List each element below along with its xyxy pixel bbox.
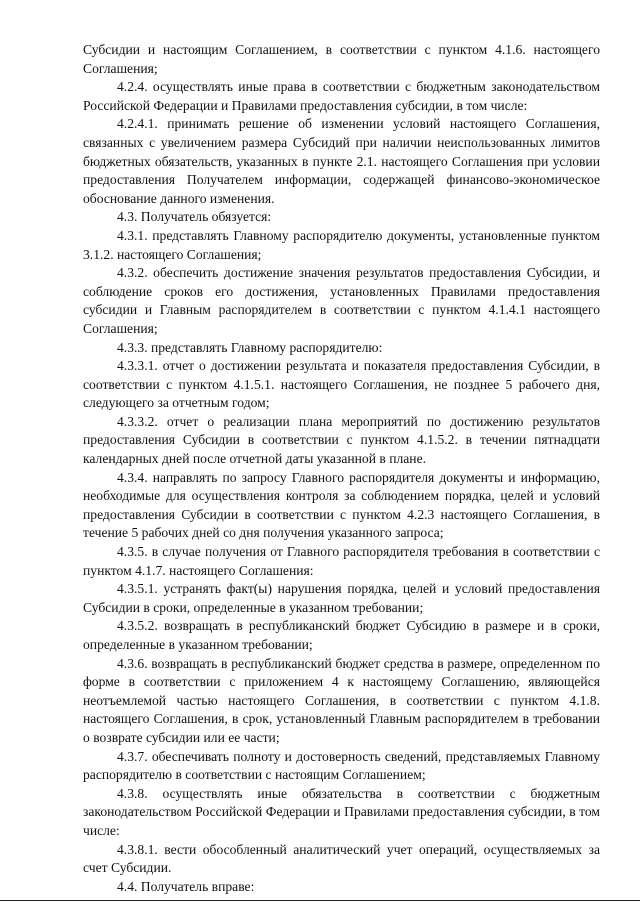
paragraph-4-4: 4.4. Получатель вправе: — [117, 878, 255, 894]
document-body — [83, 41, 600, 896]
paragraph-4-3-5-2: 4.3.5.2. возвращать в республиканский бюджет Субсидию в размере и в сроки, определенные в указанном требовании; — [83, 618, 600, 652]
paragraph-4-3-3-1: 4.3.3.1. отчет о достижении результата и показателя предоставления Субсидии, в соответствии с пунктом 4.1.5.1. настоящего Соглашения, не позднее 5 рабочего дня, следующего за отчетным годом; — [83, 358, 600, 411]
page-bottom-rule — [0, 900, 640, 901]
paragraph-4-3-2: 4.3.2. обеспечить достижение значения результатов предоставления Субсидии, и соблюдение сроков его достижения, установленных Правилами предоставления субсидии и Главным распорядителем в соответствии с пунктом 4.1.4.1 настоящего Соглашения; — [83, 265, 600, 336]
paragraph-continuation: Субсидии и настоящим Соглашением, в соответствии с пунктом 4.1.6. настоящего Соглашения; — [83, 42, 600, 76]
paragraph-4-3-6: 4.3.6. возвращать в республиканский бюджет средства в размере, определенном по форме в соответствии с приложением 4 к настоящему Соглашению, являющейся неотъемлемой частью настоящего Соглашения, в соответствии с пунктом 4.1.8. настоящего Соглашения, в срок, установленный Главным распорядителем в требовании о возврате субсидии или ее части; — [83, 655, 600, 745]
paragraph-4-3-4: 4.3.4. направлять по запросу Главного распорядителя документы и информацию, необходимые для осуществления контроля за соблюдением порядка, целей и условий предоставления Субсидии в соответствии с пунктом 4.2.3 настоящего Соглашения, в течение 5 рабочих дней со дня получения указанного запроса; — [83, 469, 600, 541]
paragraph-4-3-5: 4.3.5. в случае получения от Главного распорядителя требования в соответствии с пунктом 4.1.7. настоящего Соглашения: — [83, 544, 600, 578]
paragraph-4-3: 4.3. Получатель обязуется: — [117, 209, 272, 225]
paragraph-4-3-3-2: 4.3.3.2. отчет о реализации плана мероприятий по достижению результатов предоставления Субсидии в соответствии с пунктом 4.1.5.2. в течении пятнадцати календарных дней после отчетной даты указанной в плане. — [83, 413, 600, 467]
paragraph-4-3-5-1: 4.3.5.1. устранять факт(ы) нарушения порядка, целей и условий предоставления Субсидии в сроки, определенные в указанном требовании; — [83, 581, 600, 615]
paragraph-4-2-4-1: 4.2.4.1. принимать решение об изменении условий настоящего Соглашения, связанных с увеличением размера Субсидий при наличии неиспользованных лимитов бюджетных обязательств, указанных в пункте 2.1. настоящего Соглашения при условии предоставления Получателем информации, содержащей финансово-экономическое обоснование данного изменения. — [83, 116, 600, 206]
paragraph-4-3-8: 4.3.8. осуществлять иные обязательства в соответствии с бюджетным законодательством Российской Федерации и Правилами предоставления субсидии, в том числе: — [83, 785, 600, 838]
paragraph-4-3-7: 4.3.7. обеспечивать полноту и достоверность сведений, представляемых Главному распорядителю в соответствии с настоящим Соглашением; — [83, 748, 600, 783]
paragraph-4-3-1: 4.3.1. представлять Главному распорядителю документы, установленные пунктом 3.1.2. настоящего Соглашения; — [83, 227, 600, 262]
paragraph-4-3-3: 4.3.3. представлять Главному распорядителю: — [117, 339, 383, 355]
paragraph-4-2-4: 4.2.4. осуществлять иные права в соответствии с бюджетным законодательством Российской Федерации и Правилами предоставления субсидии, в том числе: — [83, 79, 600, 113]
paragraph-4-3-8-1: 4.3.8.1. вести обособленный аналитический учет операций, осуществляемых за счет Субсидии. — [83, 841, 600, 876]
